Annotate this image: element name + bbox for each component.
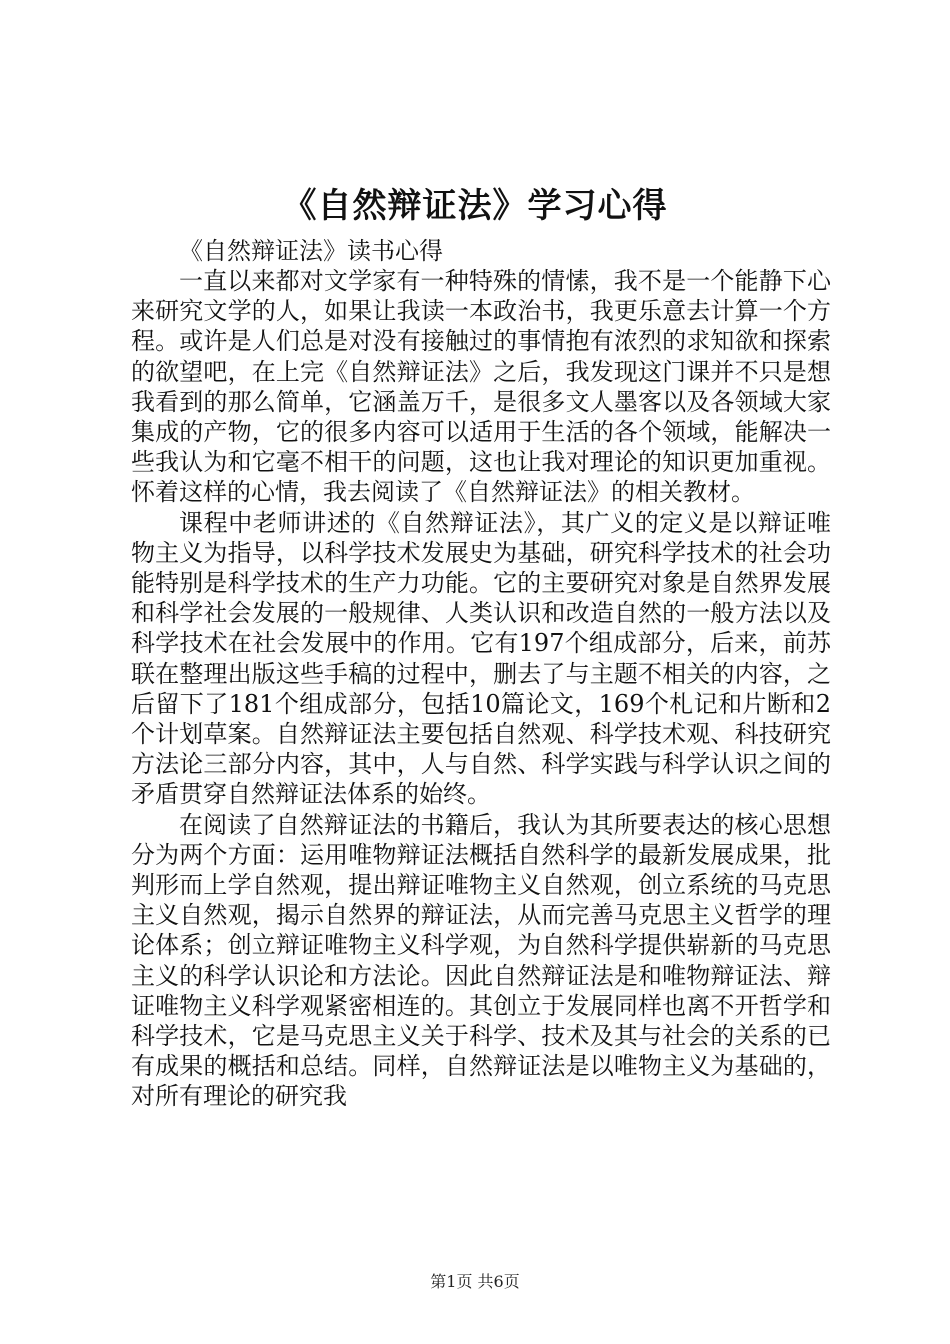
paragraph-1: 一直以来都对文学家有一种特殊的情愫，我不是一个能静下心来研究文学的人，如果让我读一本政治书，我更乐意去计算一个方程。或许是人们总是对没有接触过的事情抱有浓烈的求知欲和探索的欲望吧，在上完《自然辩证法》之后，我发现这门课并不只是想我看到的那么简单，它涵盖万千，是很多文人墨客以及各领域大家集成的产物，它的很多内容可以适用于生活的各个领域，能解决一些我认为和它毫不相干的问题，这也让我对理论的知识更加重视。怀着这样的心情，我去阅读了《自然辩证法》的相关教材。 [131,267,831,507]
paragraph-2: 课程中老师讲述的《自然辩证法》，其广义的定义是以辩证唯物主义为指导，以科学技术发展史为基础，研究科学技术的社会功能特别是科学技术的生产力功能。它的主要研究对象是自然界发展和科学社会发展的一般规律、人类认识和改造自然的一般方法以及科学技术在社会发展中的作用。它有197个组成部分，后来，前苏联在整理出版这些手稿的过程中，删去了与主题不相关的内容，之后留下了181个组成部分，包括10篇论文，169个札记和片断和2个计划草案。自然辩证法主要包括自然观、科学技术观、科技研究方法论三部分内容，其中，人与自然、科学实践与科学认识之间的矛盾贯穿自然辩证法体系的始终。 [131,508,831,809]
document-subheading: 《自然辩证法》读书心得 [179,237,443,265]
document-body [131,236,831,1112]
document-title: 《自然辩证法》学习心得 [282,186,668,226]
page-footer: 第1页 共6页 [430,1272,520,1291]
paragraph-3: 在阅读了自然辩证法的书籍后，我认为其所要表达的核心思想分为两个方面：运用唯物辩证法概括自然科学的最新发展成果，批判形而上学自然观，提出辩证唯物主义自然观，创立系统的马克思主义自然观，揭示自然界的辩证法，从而完善马克思主义哲学的理论体系；创立辩证唯物主义科学观，为自然科学提供崭新的马克思主义的科学认识论和方法论。因此自然辩证法是和唯物辩证法、辩证唯物主义科学观紧密相连的。其创立于发展同样也离不开哲学和科学技术，它是马克思主义关于科学、技术及其与社会的关系的已有成果的概括和总结。同样，自然辩证法是以唯物主义为基础的，对所有理论的研究我 [131,810,831,1111]
